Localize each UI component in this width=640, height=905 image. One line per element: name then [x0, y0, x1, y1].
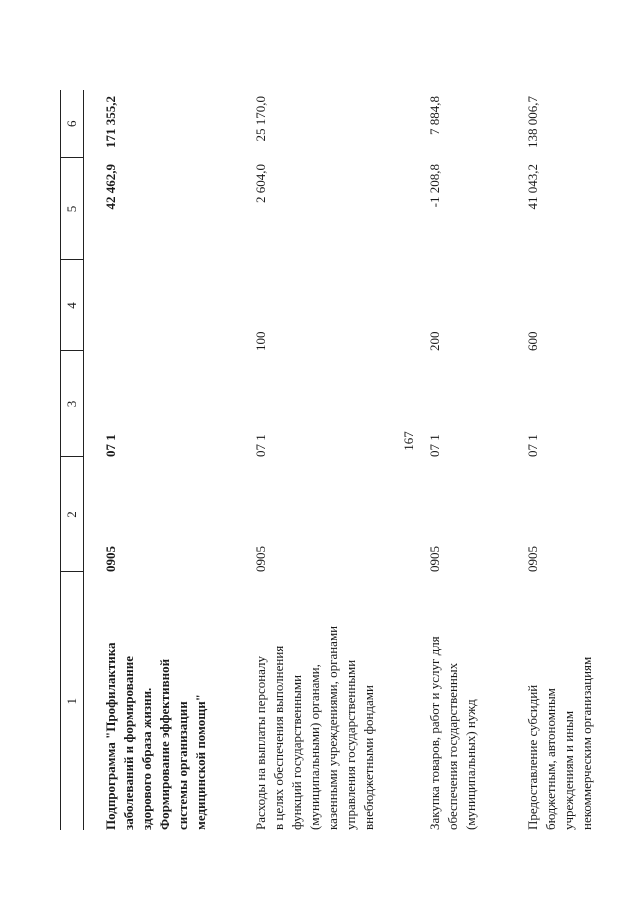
- program-code: 07 1: [103, 434, 118, 457]
- column-header: 3: [61, 351, 84, 457]
- budget-table-rotated: [60, 90, 594, 830]
- description-line: обеспечения государственных: [445, 662, 460, 830]
- program-code: 07 1: [427, 434, 442, 457]
- description-line: учреждениям и иным: [561, 710, 576, 830]
- column-header: 1: [61, 572, 84, 830]
- table-row: [506, 90, 604, 830]
- header-row: [61, 90, 84, 830]
- program-code: 07 1: [253, 434, 268, 457]
- amount-change: 42 462,9: [103, 164, 118, 210]
- amount-change: 41 043,2: [525, 164, 540, 210]
- amount-change: 2 604,0: [253, 164, 268, 203]
- program-code: 07 1: [525, 434, 540, 457]
- section-code: 0905: [525, 546, 540, 572]
- column-header: 2: [61, 457, 84, 572]
- description-line: (муниципальных) нужд: [463, 699, 478, 830]
- amount-total: 138 006,7: [525, 96, 540, 148]
- row-description: [408, 572, 506, 830]
- section-code: 0905: [103, 546, 118, 572]
- description-line: внебюджетными фондами: [361, 685, 376, 830]
- column-header: 5: [61, 158, 84, 260]
- section-code: 0905: [427, 546, 442, 572]
- description-line: Закупка товаров, работ и услуг для: [427, 636, 442, 830]
- expense-type-code: [84, 260, 253, 351]
- description-line: управления государственными: [343, 659, 358, 830]
- table-row: [84, 90, 253, 830]
- row-description: [84, 572, 253, 830]
- column-header: 6: [61, 90, 84, 158]
- description-line: Предоставление субсидий: [525, 684, 540, 830]
- amount-change: -1 208,8: [427, 164, 442, 208]
- description-line: здорового образа жизни.: [139, 687, 154, 830]
- budget-table: [60, 90, 604, 830]
- expense-type-code: 100: [253, 331, 268, 351]
- amount-total: 171 355,2: [103, 96, 118, 148]
- description-line: (муниципальными) органами,: [307, 664, 322, 830]
- description-line: Формирование эффективной: [157, 658, 172, 830]
- page-number: 167: [401, 431, 416, 451]
- amount-total: 7 884,8: [427, 96, 442, 135]
- description-line: Подпрограмма "Профилактика: [103, 642, 118, 830]
- description-line: системы организации: [175, 701, 190, 830]
- description-line: казенными учреждениями, органами: [325, 625, 340, 830]
- description-line: некоммерческим организациям: [579, 656, 594, 830]
- description-line: медицинской помощи": [193, 694, 208, 830]
- expense-type-code: 200: [427, 331, 442, 351]
- expense-type-code: 600: [525, 331, 540, 351]
- row-description: [252, 572, 408, 830]
- table-row: [252, 90, 408, 830]
- table-row: [408, 90, 506, 830]
- description-line: бюджетным, автономным: [543, 688, 558, 830]
- description-line: функций государственными: [289, 674, 304, 830]
- section-code: 0905: [253, 546, 268, 572]
- row-description: [506, 572, 604, 830]
- description-line: Расходы на выплаты персоналу: [253, 655, 268, 830]
- amount-total: 25 170,0: [253, 96, 268, 142]
- description-line: заболеваний и формирование: [121, 656, 136, 830]
- description-line: в целях обеспечения выполнения: [271, 645, 286, 830]
- column-header: 4: [61, 260, 84, 351]
